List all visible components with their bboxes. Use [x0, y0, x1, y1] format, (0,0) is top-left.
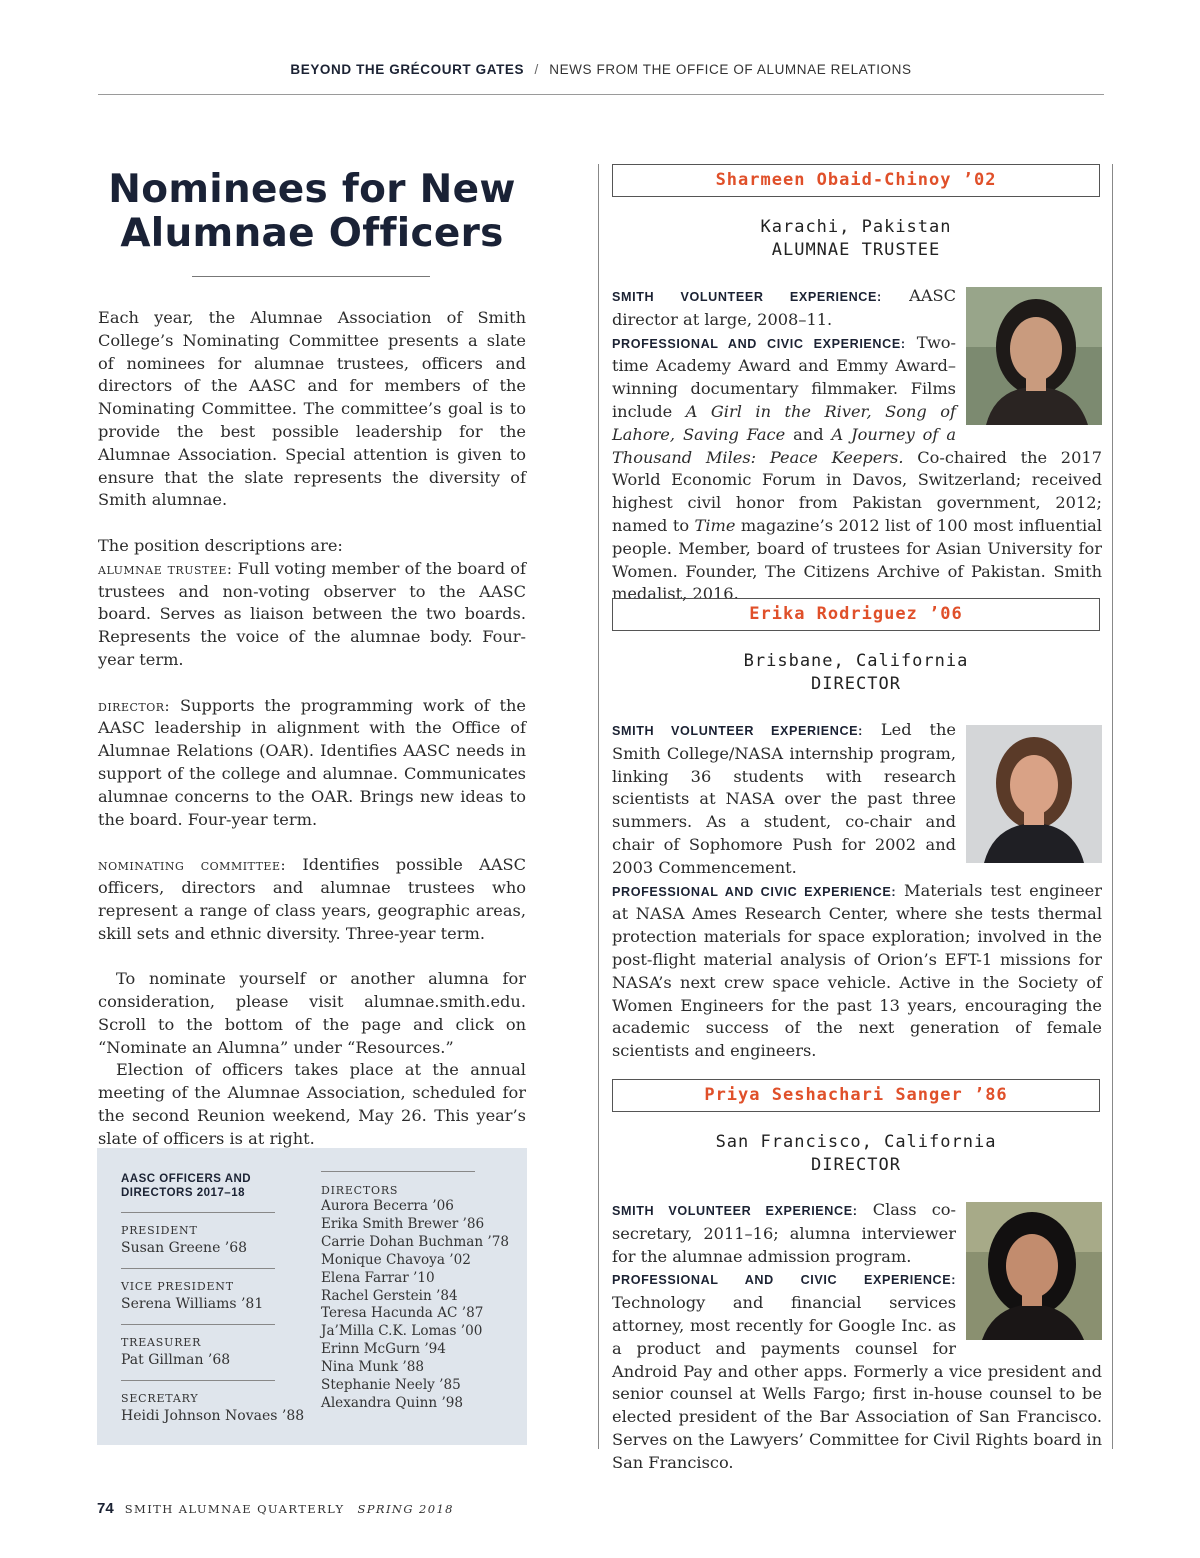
- positions-intro: The position descriptions are:: [98, 535, 343, 555]
- professional-text: magazine’s 2012 list of 100 most influential people. Member, board of trustees for Asian University for Women. Founder, The Citizens Archive of Pakistan. Smith medalist, 2016.: [612, 515, 1102, 604]
- position-term: director:: [98, 696, 171, 715]
- nominee-name-box: Sharmeen Obaid-Chinoy ’02: [612, 164, 1100, 197]
- officer-role: SECRETARY: [121, 1392, 199, 1405]
- officers-directors-box: [97, 1148, 527, 1445]
- position-desc: Supports the programming work of the AASC leadership in alignment with the Office of Alumnae Relations (OAR). Identifies AASC needs in support of the college and alumnae. Communicates alumnae concerns to the OAR. Brings new ideas to the board. Four-year term.: [98, 695, 526, 829]
- director-name: Erika Smith Brewer ’86: [321, 1215, 485, 1232]
- article-title: [98, 168, 526, 256]
- title-line-1: Nominees for New: [108, 167, 516, 212]
- nominee-location-block: [612, 1131, 1100, 1177]
- column-rule-right: [1112, 164, 1113, 1449]
- nominee-position: ALUMNAE TRUSTEE: [771, 240, 941, 260]
- professional-label: PROFESSIONAL AND CIVIC EXPERIENCE:: [612, 336, 906, 351]
- officers-box-title: AASC OFFICERS AND DIRECTORS 2017–18: [121, 1173, 252, 1199]
- divider: [321, 1171, 475, 1172]
- director-name: Stephanie Neely ’85: [321, 1377, 461, 1394]
- professional-text: Two-time Academy Award and Emmy Award–winning documentary filmmaker. Films include: [612, 332, 957, 421]
- professional-text: Technology and financial services attorney, most recently for Google Inc. as a product and payments counsel for Android Pay and other apps. Formerly a vice president and senior counsel at Wells Fargo; first in-house counsel to be elected president of the Bar Association of San Francisco. Serves on the Lawyers’ Committee for Civil Rights board in San Francisco.: [612, 1293, 1102, 1472]
- film-title: A Journey of a Thousand Miles: Peace Keepers.: [612, 424, 956, 467]
- nominee-position: DIRECTOR: [811, 1155, 901, 1175]
- nominee-location-block: [612, 216, 1100, 262]
- divider: [121, 1380, 275, 1381]
- professional-text: Co-chaired the 2017 World Economic Forum in Davos, Switzerland; received highest civil honor from Pakistan government, 2012; named to: [612, 447, 1102, 535]
- director-name: Monique Chavoya ’02: [321, 1251, 471, 1268]
- title-divider: [192, 276, 430, 277]
- volunteer-text: Led the Smith College/NASA internship program, linking 36 students with research scientists at NASA over the past three summers. As a student, co-chair and chair of Sophomore Push for 2002 and 2003 Commencement.: [612, 720, 956, 877]
- issue-season: SPRING 2018: [357, 1502, 454, 1516]
- officer-name: Serena Williams ’81: [121, 1296, 264, 1312]
- director-name: Elena Farrar ’10: [321, 1269, 435, 1286]
- officer-name: Susan Greene ’68: [121, 1240, 248, 1256]
- intro-paragraph: Each year, the Alumnae Association of Smith College’s Nominating Committee presents a slate of nominees for alumnae trustees, officers and directors of the AASC and for members of the Nominating Committee. The committee’s goal is to provide the best possible leadership for the Alumnae Association. Special attention is given to ensure that the slate represents the diversity of Smith alumnae.: [98, 308, 526, 510]
- director-name: Nina Munk ’88: [321, 1359, 425, 1376]
- director-name: Teresa Hacunda AC ’87: [321, 1305, 484, 1322]
- portrait-photo: [966, 287, 1102, 425]
- portrait-photo: [966, 725, 1102, 863]
- nominee-location: San Francisco, California: [715, 1132, 997, 1152]
- nominate-paragraph: To nominate yourself or another alumna for consideration, please visit alumnae.smith.edu. Scroll to the bottom of the page and click on “Nominate an Alumna” under “Resources.”: [98, 969, 526, 1057]
- officer-role: VICE PRESIDENT: [121, 1280, 234, 1293]
- position-term: nominating committee:: [98, 856, 287, 875]
- nominee-position: DIRECTOR: [811, 674, 901, 694]
- officer-name: Heidi Johnson Novaes ’88: [121, 1408, 305, 1424]
- position-trustee: [98, 558, 526, 672]
- volunteer-label: SMITH VOLUNTEER EXPERIENCE:: [612, 290, 882, 304]
- nominee-bio: [612, 285, 1102, 606]
- divider: [121, 1268, 275, 1269]
- volunteer-text: AASC director at large, 2008–11.: [612, 286, 956, 329]
- directors-heading: DIRECTORS: [321, 1184, 399, 1197]
- officer-role: TREASURER: [121, 1336, 202, 1349]
- portrait-photo: [966, 1202, 1102, 1340]
- magazine-title: Time: [694, 515, 736, 535]
- conjunction: and: [785, 424, 832, 444]
- volunteer-text: Class co-secretary, 2011–16; alumna interviewer for the alumnae admission program.: [612, 1200, 956, 1266]
- officer-name: Pat Gillman ’68: [121, 1352, 231, 1368]
- director-name: Rachel Gerstein ’84: [321, 1287, 458, 1304]
- nominee-name-box: Erika Rodriguez ’06: [612, 598, 1100, 631]
- article-body: [98, 307, 526, 1150]
- column-rule-left: [598, 164, 599, 1449]
- title-line-2: Alumnae Officers: [120, 211, 504, 256]
- nominee-name-box: Priya Seshachari Sanger ’86: [612, 1079, 1100, 1112]
- director-name: Alexandra Quinn ’98: [321, 1394, 464, 1411]
- professional-text: Materials test engineer at NASA Ames Research Center, where she tests thermal protection materials for space exploration; involved in the post-flight material analysis of Orion’s EFT-1 missions for NASA’s next crew space vehicle. Active in the Society of Women Engineers for the past 13 years, encouraging the academic success of the next generation of female scientists and engineers.: [612, 880, 1102, 1061]
- volunteer-label: SMITH VOLUNTEER EXPERIENCE:: [612, 724, 863, 738]
- nominee-location-block: [612, 650, 1100, 696]
- position-desc: Full voting member of the board of trustees and non-voting observer to the AASC board. Serves as liaison between the two boards. Represents the voice of the alumnae body. Four-year term.: [98, 558, 526, 669]
- publication-name: SMITH ALUMNAE QUARTERLY: [124, 1502, 345, 1516]
- nominee-bio: [612, 719, 1102, 1063]
- header-section: BEYOND THE GRÉCOURT GATES: [290, 62, 525, 77]
- professional-experience: [612, 880, 1102, 1063]
- header-subsection: NEWS FROM THE OFFICE OF ALUMNAE RELATIONS: [549, 62, 912, 77]
- position-desc: Identifies possible AASC officers, directors and alumnae trustees who represent a range of class years, geographic areas, skill sets and ethnic diversity. Three-year term.: [98, 855, 526, 943]
- divider: [121, 1324, 275, 1325]
- volunteer-label: SMITH VOLUNTEER EXPERIENCE:: [612, 1204, 858, 1218]
- professional-label: PROFESSIONAL AND CIVIC EXPERIENCE:: [612, 884, 897, 899]
- header-separator: /: [534, 62, 539, 77]
- directors-list: [321, 1198, 509, 1413]
- nominee-bio: [612, 1199, 1102, 1475]
- film-titles: A Girl in the River, Song of Lahore, Saving Face: [612, 401, 956, 444]
- divider: [121, 1212, 275, 1213]
- officer-role: PRESIDENT: [121, 1224, 198, 1237]
- director-name: Erinn McGurn ’94: [321, 1341, 446, 1358]
- director-name: Carrie Dohan Buchman ’78: [321, 1233, 510, 1250]
- nominee-location: Brisbane, California: [743, 651, 969, 671]
- position-director: [98, 695, 526, 832]
- page-number: 74: [97, 1500, 114, 1517]
- professional-label: PROFESSIONAL AND CIVIC EXPERIENCE:: [612, 1273, 956, 1288]
- election-paragraph: Election of officers takes place at the annual meeting of the Alumnae Association, scheduled for the second Reunion weekend, May 26. This year’s slate of officers is at right.: [98, 1060, 526, 1148]
- page-footer: [97, 1500, 454, 1517]
- running-header: [98, 62, 1104, 77]
- header-rule: [98, 94, 1104, 95]
- position-term: alumnae trustee:: [98, 559, 233, 578]
- nominee-location: Karachi, Pakistan: [760, 217, 952, 237]
- position-nominating: [98, 854, 526, 945]
- director-name: Aurora Becerra ’06: [321, 1198, 454, 1214]
- director-name: Ja’Milla C.K. Lomas ’00: [321, 1323, 483, 1340]
